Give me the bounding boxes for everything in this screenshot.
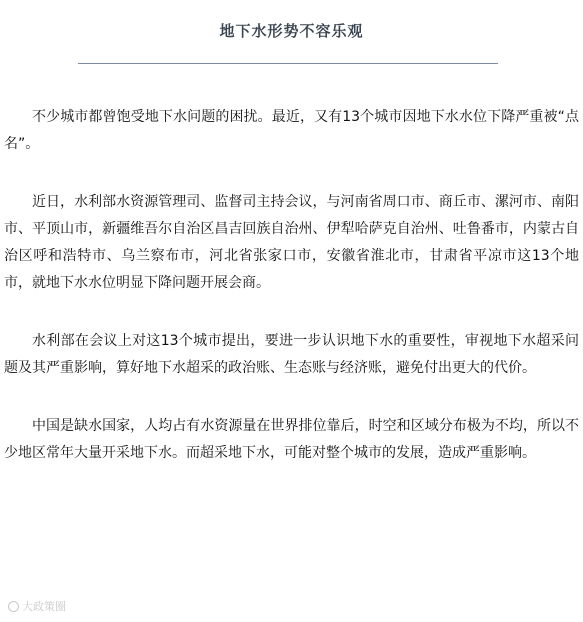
watermark-text: 大政策圈 <box>22 600 66 613</box>
watermark-logo-icon <box>8 601 19 612</box>
title-divider <box>78 63 498 64</box>
article-body <box>4 104 579 498</box>
article-paragraph-1: 不少城市都曾饱受地下水问题的困扰。最近，又有13个城市因地下水水位下降严重被“点名”。 <box>4 109 579 152</box>
article-title: 地下水形势不容乐观 <box>219 22 364 40</box>
watermark <box>8 598 66 614</box>
article-paragraph-4: 中国是缺水国家，人均占有水资源量在世界排位靠后，时空和区域分布极为不均，所以不少地区常年大量开采地下水。而超采地下水，可能对整个城市的发展，造成严重影响。 <box>4 418 579 461</box>
article-paragraph-3: 水利部在会议上对这13个城市提出，要进一步认识地下水的重要性，审视地下水超采问题及其严重影响，算好地下水超采的政治账、生态账与经济账，避免付出更大的代价。 <box>4 333 579 376</box>
article-paragraph-2: 近日，水利部水资源管理司、监督司主持会议，与河南省周口市、商丘市、漯河市、南阳市、平顶山市，新疆维吾尔自治区昌吉回族自治州、伊犁哈萨克自治州、吐鲁番市，内蒙古自治区呼和浩特市、乌兰察布市，河北省张家口市，安徽省淮北市，甘肃省平凉市这13个地市，就地下水水位明显下降问题开展会商。 <box>4 194 579 291</box>
